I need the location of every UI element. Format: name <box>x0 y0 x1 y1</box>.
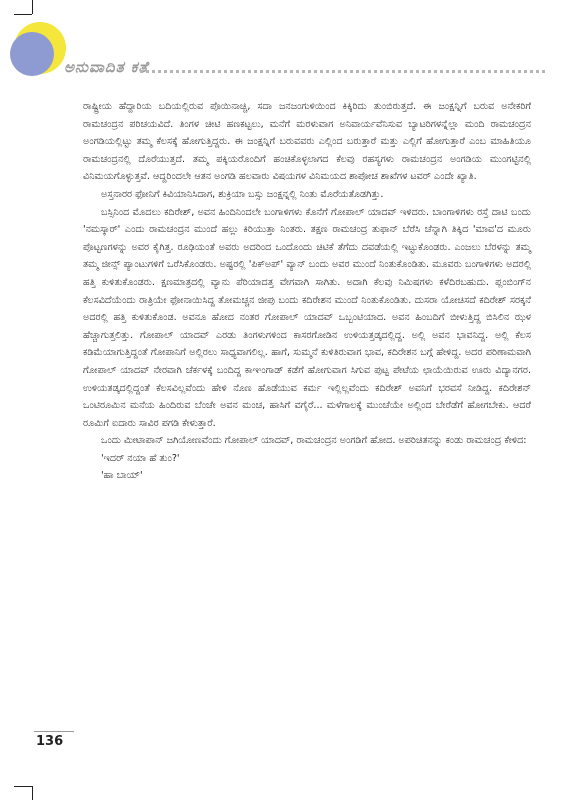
crop-mark-bottom-left-horizontal <box>14 786 32 787</box>
footer-rule <box>34 731 74 732</box>
section-title: ಅನುವಾದಿತ ಕತೆ <box>64 58 149 76</box>
page-number: 136 <box>36 734 64 749</box>
crop-mark-bottom-left <box>32 786 33 800</box>
paragraph: ಒಂದು ಮೀಟಾಪಾನ್ ಜಗಿಯೋಣವೆಂದು ಗೋಪಾಲ್ ಯಾದವ್, ರಾಮಚಂದ್ರನ ಅಂಗಡಿಗೆ ಹೋದ. ಅಪರಿಚಿತನನ್ನು ಕಂಡು ರಾಮಚಂದ್ರ ಕೇಳಿದ: <box>101 435 527 447</box>
dialogue-line: 'ಇದರ್ ನಯಾ ಹೆ ತುಂ?' <box>101 452 180 464</box>
story-body <box>83 98 531 485</box>
paragraph: ಬಸ್ಸಿನಿಂದ ಮೊದಲು ಕದಿರೇಶ್, ಅವನ ಹಿಂದಿನಿಂದಲೇ ಬಂಗಾಳಿಗಳು ಕೊನೆಗೆ ಗೋಪಾಲ್ ಯಾದವ್ ಇಳಿದರು. ಬಾಂಗಾಳಿಗಳು ರಸ್ತೆ ದಾಟಿ ಬಂದು 'ನಮಸ್ಕಾರ್' ಎಂದು ರಾಮಚಂದ್ರನ ಮುಂದೆ ಹಲ್ಲು ಕಿರಿಯುತ್ತಾ ನಿಂತರು. ತಕ್ಷಣ ರಾಮಚಂದ್ರ ತುಫಾನ್ ಬೆರೆಸಿ ಚೆನ್ನಾಗಿ ತಿಕ್ಕಿದ 'ಮಾವ'ದ ಮೂರು ಪೊಟ್ಟಣಗಳನ್ನು ಅವರ ಕೈಗಿತ್ತ. ರೂಢಿಯಂತೆ ಅವರು ಅದರಿಂದ ಒಂದೊಂದು ಚಿಟಿಕೆ ತೆಗೆದು ದವಡೆಯಲ್ಲಿ ಇಟ್ಟುಕೊಂಡರು. ಎಂಜಲು ಬೆರಳನ್ನು ತಮ್ಮ ತಮ್ಮ ಜೀನ್ಸ್ ಪ್ಯಾಂಟುಗಳಿಗೆ ಒರೆಸಿಕೊಂಡರು. ಅಷ್ಟರಲ್ಲಿ 'ಪಿಕ್‌ಅಪ್' ವ್ಯಾನ್ ಬಂದು ಅವರ ಮುಂದೆ ನಿಂತುಕೊಂಡಿತು. ಮೂವರು ಬಂಗಾಳಿಗಳು ಅದರಲ್ಲಿ ಹತ್ತಿ ಕುಳಿತುಕೊಂಡರು. ಕ್ಷಣಮಾತ್ರದಲ್ಲಿ ವ್ಯಾನು ಪೆರಿಯಾದತ್ತ ವೇಗವಾಗಿ ಸಾಗಿತು. ಅದಾಗಿ ಕೆಲವು ನಿಮಿಷಗಳು ಕಳೆದಿರಬಹುದು. ಪ್ಲಂಬಿಂಗ್‌ನ ಕೆಲಸವಿದೆಯೆಂದು ರಾತ್ರಿಯೇ ಫೋನಾಯಿಸಿದ್ದ ತೋಮಚ್ಚನ ಜೀಪು ಬಂದು ಕದಿರೇಶನ ಮುಂದೆ ನಿಂತುಕೊಂಡಿತು. ದುಸರಾ ಯೋಚಿಸದೆ ಕದಿರೇಶ್ ಸರಕ್ಕನೆ ಅದರಲ್ಲಿ ಹತ್ತಿ ಕುಳಿತುಕೊಂಡ. ಅವನೂ ಹೋದ ನಂತರ ಗೋಪಾಲ್ ಯಾದವ್ ಒಬ್ಬಂಟಿಯಾದ. ಅವನ ಹಿಂಬದಿಗೆ ಬೀಳುತ್ತಿದ್ದ ಬಿಸಿಲಿನ ಝಳ ಹೆಚ್ಚಾಗುತ್ತಲಿತ್ತು. ಗೋಪಾಲ್ ಯಾದವ್ ಎರಡು ತಿಂಗಳುಗಳಿಂದ ಕಾಸರಗೋಡಿನ ಉಳಿಯತ್ತಡ್ಕದಲ್ಲಿದ್ದ. ಅಲ್ಲಿ ಅವನ ಭಾವನಿದ್ದ. ಅಲ್ಲಿ ಕೆಲಸ ಕಡಿಮೆಯಾಗುತ್ತಿದ್ದಂತೆ ಗೋಪಾನಿಗೆ ಅಲ್ಲಿರಲು ಸಾಧ್ಯವಾಗಲಿಲ್ಲ. ಹಾಗೆ, ಸುಮ್ಮನೆ ಕುಳಿತಿರುವಾಗ ಭಾವ, ಕದಿರೇಶನ ಬಗ್ಗೆ ಹೇಳಿದ್ದ. ಅದರ ಪರಿಣಾಮವಾಗಿ ಗೋಪಾಲ್ ಯಾದವ್ ನೇರವಾಗಿ ಚೆರ್ಕಳಕ್ಕೆ ಬಂದಿದ್ದ ಕಾಞಂಗಾಡ್ ಕಡೆಗೆ ಹೋಗುವಾಗ ಸಿಗುವ ಪುಟ್ಟ ಪೇಟೆಯ ಛಾಯೆಯಿರುವ ಊರು ವಿದ್ಯಾನಗರ. ಉಳಿಯತಡ್ಕದಲ್ಲಿದ್ದಂತೆ ಕೆಲಸವಿಲ್ಲವೆಂದು ಹೇಳಿ ನೊಣ ಹೊಡೆಯುವ ಕರ್ಮ ಇಲ್ಲಿಲ್ಲವೆಂದು ಕದಿರೇಶ್ ಅವನಿಗೆ ಭರವಸೆ ನೀಡಿದ್ದ. ಕದಿರೇಶನ್ ಒಂಟಿರೂಮಿನ ಮನೆಯ ಹಿಂದಿರುವ ಬೆಂಚೇ ಅವನ ಮಂಚ, ಹಾಸಿಗೆ ವಗೈರೆ... ಮಳೆಗಾಲಕ್ಕೆ ಮುಂಚೆಯೇ ಅಲ್ಲಿಂದ ಬೇರೆಡೆಗೆ ಹೋಗಬೇಕು. ಆದರೆ ರೂಮಿಗೆ ಐದಾರು ಸಾವಿರ ಪಗಡಿ ಕೇಳುತ್ತಾರೆ. <box>83 206 531 429</box>
header-dotted-rule <box>140 70 545 73</box>
crop-mark-top-left-horizontal <box>14 14 32 15</box>
paragraph: ರಾಷ್ಟ್ರೀಯ ಹೆದ್ದಾರಿಯ ಬದಿಯಲ್ಲಿರುವ ಪೊಯಿನಾಚ್ಚಿ, ಸದಾ ಜನಜಂಗುಳಿಯಿಂದ ಕಿಕ್ಕಿರಿದು ತುಂಬಿರುತ್ತದೆ. ಈ ಜಂಕ್ಷನ್ನಿಗೆ ಬರುವ ಅನೇಕರಿಗೆ ರಾಮಚಂದ್ರನ ಪರಿಚಯವಿದೆ. ತಿಂಗಳ ಚೀಟಿ ಹಣಕಟ್ಟಲು, ಮನೆಗೆ ಮರಳುವಾಗ ಅನಿವಾರ್ಯವೆನಿಸುವ ಬ್ಯಾಟರಿಗಳನ್ನೆಲ್ಲಾ ಮಂದಿ ರಾಮಚಂದ್ರನ ಅಂಗಡಿಯಲ್ಲಿಟ್ಟು ತಮ್ಮ ಕೆಲಸಕ್ಕೆ ಹೋಗುತ್ತಿದ್ದರು. ಈ ಜಂಕ್ಷನ್ನಿಗೆ ಬರುವವರು ಎಲ್ಲಿಂದ ಬರುತ್ತಾರೆ ಮತ್ತು ಎಲ್ಲಿಗೆ ಹೋಗುತ್ತಾರೆ ಎಂಬ ಮಾಹಿತಿಯೂ ರಾಮಚಂದ್ರನಲ್ಲಿ ದೊರೆಯುತ್ತದೆ. ತಮ್ಮ ಪಕ್ಕಿಯರೊಂದಿಗೆ ಹಂಚಿಕೊಳ್ಳಲಾಗದ ಕೆಲವು ರಹಸ್ಯಗಳು ರಾಮಚಂದ್ರನ ಅಂಗಡಿಯ ಮುಂಗಟ್ಟಿನಲ್ಲಿ ವಿನಿಮಯಗೊಳ್ಳುತ್ತವೆ. ಆದ್ದರಿಂದಲೇ ಆತನ ಅಂಗಡಿ ಹಲವಾರು ವಿಷಯಗಳ ವಿನಿಮಯದ ಶಾಪೋಚ ಶಾಖೆಗಳ ಟವರ್ ಎಂದೇ ಖ್ಯಾತಿ. <box>83 101 531 183</box>
paragraph: ಅಸ್ತನಾರರ ಫೋನಿಗೆ ಕಿವಿಯಾನಿಸಿದಾಗ, ಶುಕ್ರಿಯಾ ಬಸ್ಸು ಜಂಕ್ಷನ್ನಲ್ಲಿ ನಿಂತು ಮೊರೆಯತೊಡಗಿತ್ತು. <box>101 188 384 200</box>
crop-mark-top-left <box>32 0 33 14</box>
decorative-blue-circle <box>10 32 54 76</box>
dialogue-line: 'ಹಾ ಬಾಯ್' <box>101 470 143 482</box>
